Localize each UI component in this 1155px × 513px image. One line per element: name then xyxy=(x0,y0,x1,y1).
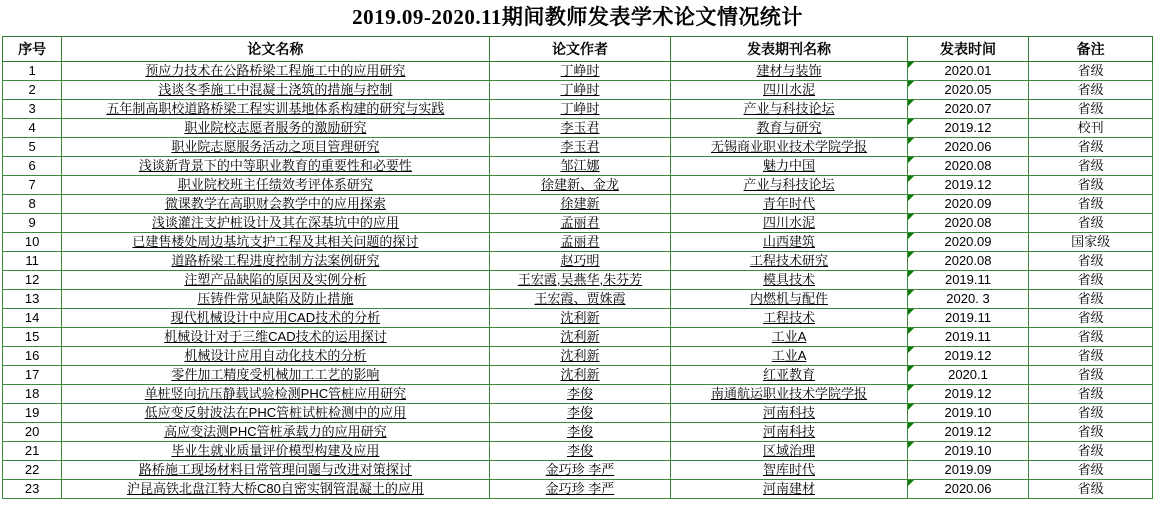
cell-title: 单桩竖向抗压静载试验检测PHC管桩应用研究 xyxy=(62,385,489,404)
cell-index: 21 xyxy=(3,442,62,461)
column-header-index: 序号 xyxy=(3,37,62,62)
cell-index: 3 xyxy=(3,100,62,119)
cell-author: 沈利新 xyxy=(489,366,671,385)
cell-title: 预应力技术在公路桥梁工程施工中的应用研究 xyxy=(62,62,489,81)
cell-author: 金巧珍 李严 xyxy=(489,461,671,480)
cell-note: 省级 xyxy=(1029,328,1153,347)
table-row xyxy=(3,119,1153,138)
cell-author: 徐建新 xyxy=(489,195,671,214)
cell-journal: 建材与装饰 xyxy=(671,62,907,81)
cell-journal: 山西建筑 xyxy=(671,233,907,252)
cell-title: 毕业生就业质量评价模型构建及应用 xyxy=(62,442,489,461)
table-row xyxy=(3,176,1153,195)
table-row xyxy=(3,290,1153,309)
cell-author: 王宏霞,吴燕华,朱芬芳 xyxy=(489,271,671,290)
cell-journal: 魅力中国 xyxy=(671,157,907,176)
table-row xyxy=(3,138,1153,157)
cell-date: 2020.01 xyxy=(907,62,1029,81)
cell-journal: 教育与研究 xyxy=(671,119,907,138)
cell-author: 孟丽君 xyxy=(489,214,671,233)
cell-title: 低应变反射波法在PHC管桩试桩检测中的应用 xyxy=(62,404,489,423)
cell-date: 2019.12 xyxy=(907,423,1029,442)
cell-journal: 红亚教育 xyxy=(671,366,907,385)
cell-date: 2019.11 xyxy=(907,271,1029,290)
cell-date: 2019.12 xyxy=(907,119,1029,138)
cell-author: 沈利新 xyxy=(489,328,671,347)
cell-date: 2020.09 xyxy=(907,195,1029,214)
cell-title: 注塑产品缺陷的原因及实例分析 xyxy=(62,271,489,290)
cell-author: 丁峥时 xyxy=(489,100,671,119)
cell-date: 2020.08 xyxy=(907,157,1029,176)
cell-note: 省级 xyxy=(1029,100,1153,119)
cell-title: 机械设计应用自动化技术的分析 xyxy=(62,347,489,366)
cell-index: 23 xyxy=(3,480,62,499)
cell-journal: 工程技术 xyxy=(671,309,907,328)
papers-table xyxy=(2,36,1153,499)
cell-title: 路桥施工现场材料日常管理问题与改进对策探讨 xyxy=(62,461,489,480)
cell-title: 零件加工精度受机械加工工艺的影响 xyxy=(62,366,489,385)
cell-author: 李玉君 xyxy=(489,138,671,157)
cell-author: 沈利新 xyxy=(489,309,671,328)
table-row xyxy=(3,62,1153,81)
cell-journal: 青年时代 xyxy=(671,195,907,214)
cell-title: 沪昆高铁北盘江特大桥C80自密实钢管混凝土的应用 xyxy=(62,480,489,499)
column-header-title: 论文名称 xyxy=(62,37,489,62)
cell-note: 省级 xyxy=(1029,442,1153,461)
cell-author: 徐建新、金龙 xyxy=(489,176,671,195)
cell-note: 省级 xyxy=(1029,290,1153,309)
cell-journal: 南通航运职业技术学院学报 xyxy=(671,385,907,404)
table-row xyxy=(3,442,1153,461)
cell-index: 20 xyxy=(3,423,62,442)
cell-index: 2 xyxy=(3,81,62,100)
cell-index: 7 xyxy=(3,176,62,195)
cell-title: 浅谈新背景下的中等职业教育的重要性和必要性 xyxy=(62,157,489,176)
cell-date: 2020.08 xyxy=(907,214,1029,233)
cell-note: 省级 xyxy=(1029,271,1153,290)
cell-journal: 河南科技 xyxy=(671,423,907,442)
column-header-note: 备注 xyxy=(1029,37,1153,62)
table-row xyxy=(3,233,1153,252)
cell-journal: 工业A xyxy=(671,347,907,366)
cell-date: 2020.09 xyxy=(907,233,1029,252)
cell-date: 2020.05 xyxy=(907,81,1029,100)
cell-index: 9 xyxy=(3,214,62,233)
cell-note: 国家级 xyxy=(1029,233,1153,252)
cell-title: 微课教学在高职财会教学中的应用探索 xyxy=(62,195,489,214)
table-row xyxy=(3,385,1153,404)
cell-journal: 工业A xyxy=(671,328,907,347)
table-row xyxy=(3,309,1153,328)
cell-journal: 四川水泥 xyxy=(671,214,907,233)
cell-date: 2020.06 xyxy=(907,138,1029,157)
cell-journal: 无锡商业职业技术学院学报 xyxy=(671,138,907,157)
cell-note: 省级 xyxy=(1029,423,1153,442)
table-row xyxy=(3,423,1153,442)
cell-title: 职业院校志愿者服务的激励研究 xyxy=(62,119,489,138)
cell-index: 6 xyxy=(3,157,62,176)
cell-date: 2019.10 xyxy=(907,442,1029,461)
table-row xyxy=(3,252,1153,271)
table-header xyxy=(3,37,1153,62)
table-row xyxy=(3,404,1153,423)
table-body xyxy=(3,62,1153,499)
cell-journal: 河南科技 xyxy=(671,404,907,423)
cell-note: 省级 xyxy=(1029,404,1153,423)
cell-note: 省级 xyxy=(1029,157,1153,176)
cell-author: 李俊 xyxy=(489,404,671,423)
column-header-author: 论文作者 xyxy=(489,37,671,62)
cell-title: 现代机械设计中应用CAD技术的分析 xyxy=(62,309,489,328)
cell-journal: 产业与科技论坛 xyxy=(671,176,907,195)
table-row xyxy=(3,81,1153,100)
cell-index: 17 xyxy=(3,366,62,385)
cell-index: 11 xyxy=(3,252,62,271)
table-row xyxy=(3,366,1153,385)
cell-index: 5 xyxy=(3,138,62,157)
cell-journal: 模具技术 xyxy=(671,271,907,290)
cell-date: 2019.10 xyxy=(907,404,1029,423)
cell-author: 丁峥时 xyxy=(489,62,671,81)
cell-author: 沈利新 xyxy=(489,347,671,366)
cell-index: 10 xyxy=(3,233,62,252)
cell-note: 省级 xyxy=(1029,461,1153,480)
cell-date: 2020.07 xyxy=(907,100,1029,119)
cell-title: 道路桥梁工程进度控制方法案例研究 xyxy=(62,252,489,271)
cell-date: 2019.12 xyxy=(907,347,1029,366)
table-row xyxy=(3,271,1153,290)
cell-index: 8 xyxy=(3,195,62,214)
cell-note: 省级 xyxy=(1029,252,1153,271)
cell-date: 2019.12 xyxy=(907,176,1029,195)
column-header-date: 发表时间 xyxy=(907,37,1029,62)
cell-note: 校刊 xyxy=(1029,119,1153,138)
cell-note: 省级 xyxy=(1029,347,1153,366)
cell-journal: 产业与科技论坛 xyxy=(671,100,907,119)
cell-author: 李俊 xyxy=(489,423,671,442)
table-row xyxy=(3,100,1153,119)
cell-index: 4 xyxy=(3,119,62,138)
table-row xyxy=(3,328,1153,347)
cell-journal: 内燃机与配件 xyxy=(671,290,907,309)
table-row xyxy=(3,214,1153,233)
cell-note: 省级 xyxy=(1029,309,1153,328)
page-title: 2019.09-2020.11期间教师发表学术论文情况统计 xyxy=(352,5,803,29)
cell-note: 省级 xyxy=(1029,214,1153,233)
cell-author: 李俊 xyxy=(489,442,671,461)
table-row xyxy=(3,461,1153,480)
cell-journal: 四川水泥 xyxy=(671,81,907,100)
cell-index: 22 xyxy=(3,461,62,480)
table-row xyxy=(3,347,1153,366)
cell-date: 2019.11 xyxy=(907,309,1029,328)
cell-date: 2019.11 xyxy=(907,328,1029,347)
cell-note: 省级 xyxy=(1029,385,1153,404)
cell-note: 省级 xyxy=(1029,195,1153,214)
cell-title: 机械设计对于三维CAD技术的运用探讨 xyxy=(62,328,489,347)
cell-note: 省级 xyxy=(1029,138,1153,157)
cell-author: 李玉君 xyxy=(489,119,671,138)
table-row xyxy=(3,195,1153,214)
cell-date: 2020.1 xyxy=(907,366,1029,385)
cell-index: 19 xyxy=(3,404,62,423)
cell-author: 丁峥时 xyxy=(489,81,671,100)
cell-journal: 区域治理 xyxy=(671,442,907,461)
cell-journal: 河南建材 xyxy=(671,480,907,499)
cell-title: 五年制高职校道路桥梁工程实训基地体系构建的研究与实践 xyxy=(62,100,489,119)
cell-title: 高应变法测PHC管桩承载力的应用研究 xyxy=(62,423,489,442)
column-header-journal: 发表期刊名称 xyxy=(671,37,907,62)
cell-author: 邹江娜 xyxy=(489,157,671,176)
cell-date: 2019.12 xyxy=(907,385,1029,404)
cell-title: 压铸件常见缺陷及防止措施 xyxy=(62,290,489,309)
cell-title: 职业院志愿服务活动之项目管理研究 xyxy=(62,138,489,157)
cell-note: 省级 xyxy=(1029,81,1153,100)
cell-index: 15 xyxy=(3,328,62,347)
cell-date: 2020.06 xyxy=(907,480,1029,499)
cell-index: 13 xyxy=(3,290,62,309)
cell-date: 2019.09 xyxy=(907,461,1029,480)
cell-note: 省级 xyxy=(1029,62,1153,81)
cell-index: 1 xyxy=(3,62,62,81)
cell-index: 14 xyxy=(3,309,62,328)
cell-title: 职业院校班主任绩效考评体系研究 xyxy=(62,176,489,195)
cell-note: 省级 xyxy=(1029,176,1153,195)
table-row xyxy=(3,157,1153,176)
cell-note: 省级 xyxy=(1029,366,1153,385)
cell-author: 李俊 xyxy=(489,385,671,404)
cell-journal: 智库时代 xyxy=(671,461,907,480)
cell-index: 16 xyxy=(3,347,62,366)
cell-author: 赵巧明 xyxy=(489,252,671,271)
cell-title: 浅谈冬季施工中混凝土浇筑的措施与控制 xyxy=(62,81,489,100)
cell-journal: 工程技术研究 xyxy=(671,252,907,271)
cell-author: 金巧珍 李严 xyxy=(489,480,671,499)
cell-index: 18 xyxy=(3,385,62,404)
table-header-row xyxy=(3,37,1153,62)
cell-date: 2020.08 xyxy=(907,252,1029,271)
cell-index: 12 xyxy=(3,271,62,290)
cell-note: 省级 xyxy=(1029,480,1153,499)
table-row xyxy=(3,480,1153,499)
cell-title: 已建售楼处周边基坑支护工程及其相关问题的探讨 xyxy=(62,233,489,252)
cell-author: 孟丽君 xyxy=(489,233,671,252)
cell-author: 王宏霞、贾姝霞 xyxy=(489,290,671,309)
cell-title: 浅谈灌注支护桩设计及其在深基坑中的应用 xyxy=(62,214,489,233)
cell-date: 2020. 3 xyxy=(907,290,1029,309)
